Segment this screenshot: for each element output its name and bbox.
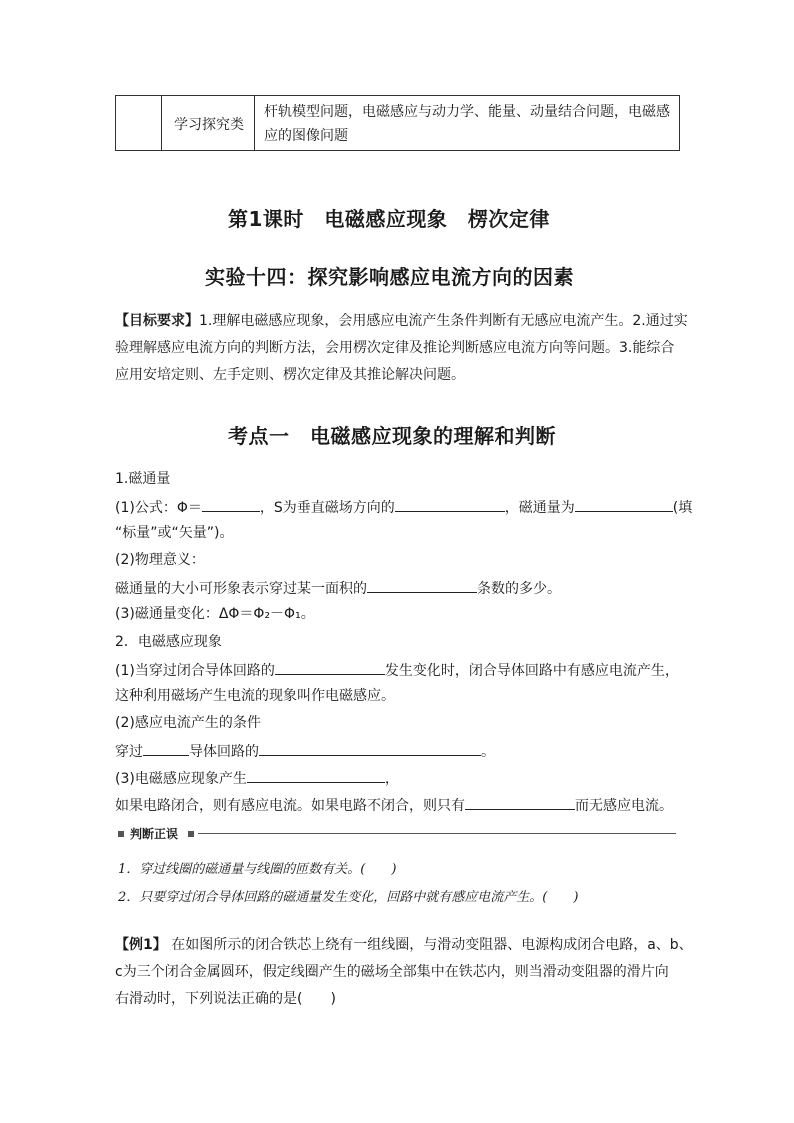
experiment-title: 实验十四：探究影响感应电流方向的因素: [205, 265, 574, 289]
example-line-3: 右滑动时，下列说法正确的是( ): [115, 991, 336, 1007]
curriculum-table: [115, 95, 680, 151]
lesson-title: 第1课时 电磁感应现象 楞次定律: [228, 207, 550, 231]
goals-line-2: 验理解感应电流方向的判断方法，会用楞次定律及推论判断感应电流方向等问题。3.能综合: [115, 340, 675, 356]
goals-line-3: 应用安培定则、左手定则、楞次定律及其推论解决问题。: [115, 367, 465, 383]
meaning-line: [115, 578, 561, 598]
fill-blank[interactable]: [247, 768, 385, 783]
example-line-1: [115, 936, 693, 954]
judge-section-bar: [118, 825, 676, 843]
section-1-heading: 1.磁通量: [115, 471, 171, 487]
fill-blank[interactable]: [202, 497, 260, 512]
formula-line-2: “标量”或“矢量”)。: [115, 525, 234, 541]
topic-title: 考点一 电磁感应现象的理解和判断: [228, 424, 556, 448]
meaning-heading: (2)物理意义：: [115, 552, 205, 568]
phenomenon-text-d: 而无感应电流。: [575, 798, 673, 814]
fill-blank[interactable]: [143, 741, 189, 756]
judge-question-2: 2．只要穿过闭合导体回路的磁通量发生变化，回路中就有感应电流产生。( ): [118, 890, 579, 905]
condition-text-a: 穿过: [115, 744, 143, 760]
category-label: 学习探究类: [174, 117, 244, 133]
condition-text-c: 。: [481, 744, 495, 760]
phenomenon-line-1: [115, 768, 399, 788]
section-2-heading: 2．电磁感应现象: [115, 634, 222, 650]
divider: [198, 833, 676, 834]
induction-text-a: (1)当穿过闭合导体回路的: [115, 663, 275, 679]
condition-line: [115, 741, 495, 761]
judge-label: 判断正误: [130, 827, 179, 841]
example-line-2: c为三个闭合金属圆环，假定线圈产生的磁场全部集中在铁芯内，则当滑动变阻器的滑片向: [115, 964, 669, 980]
formula-text-b: ，S为垂直磁场方向的: [259, 500, 395, 516]
example-tag: 【例1】: [115, 937, 167, 953]
fill-blank[interactable]: [275, 660, 385, 675]
bullet-square-icon: [188, 831, 194, 837]
fill-blank[interactable]: [367, 578, 477, 593]
bullet-square-icon: [118, 831, 124, 837]
fill-blank[interactable]: [395, 497, 505, 512]
fill-blank[interactable]: [259, 741, 481, 756]
table-cell-empty: [116, 96, 162, 150]
formula-text-c: ，磁通量为: [504, 500, 575, 516]
formula-text-a: (1)公式：Φ＝: [115, 500, 202, 516]
fill-blank[interactable]: [465, 795, 575, 810]
goals-text-1: 1.理解电磁感应现象，会用感应电流产生条件判断有无感应电流产生。2.通过实: [199, 313, 688, 329]
formula-text-d: (填: [672, 500, 693, 516]
goals-tag: 【目标要求】: [115, 313, 199, 329]
condition-text-b: 导体回路的: [189, 744, 259, 760]
judge-question-1: 1．穿过线圈的磁通量与线圈的匝数有关。( ): [118, 862, 397, 877]
meaning-text-b: 条数的多少。: [477, 581, 561, 597]
condition-heading: (2)感应电流产生的条件: [115, 715, 261, 731]
table-cell-content: 杆轨模型问题，电磁感应与动力学、能量、动量结合问题，电磁感应的图像问题: [264, 104, 670, 144]
goals-line-1: [115, 312, 688, 330]
phenomenon-text-a: (3)电磁感应现象产生: [115, 771, 247, 787]
fill-blank[interactable]: [575, 497, 673, 512]
induction-line-1: [115, 660, 679, 680]
formula-line: [115, 497, 692, 517]
phenomenon-text-c: 如果电路闭合，则有感应电流。如果电路不闭合，则只有: [115, 798, 465, 814]
example-text-1: 在如图所示的闭合铁芯上绕有一组线圈，与滑动变阻器、电源构成闭合电路，a、b、: [171, 937, 693, 953]
flux-change-line: (3)磁通量变化：ΔΦ＝Φ₂－Φ₁。: [115, 606, 315, 622]
induction-text-b: 发生变化时，闭合导体回路中有感应电流产生，: [384, 663, 679, 679]
meaning-text-a: 磁通量的大小可形象表示穿过某一面积的: [115, 581, 367, 597]
induction-line-2: 这种利用磁场产生电流的现象叫作电磁感应。: [115, 688, 395, 704]
phenomenon-line-2: [115, 795, 673, 815]
phenomenon-text-b: ，: [384, 771, 399, 787]
table-cell-category: [162, 96, 255, 150]
